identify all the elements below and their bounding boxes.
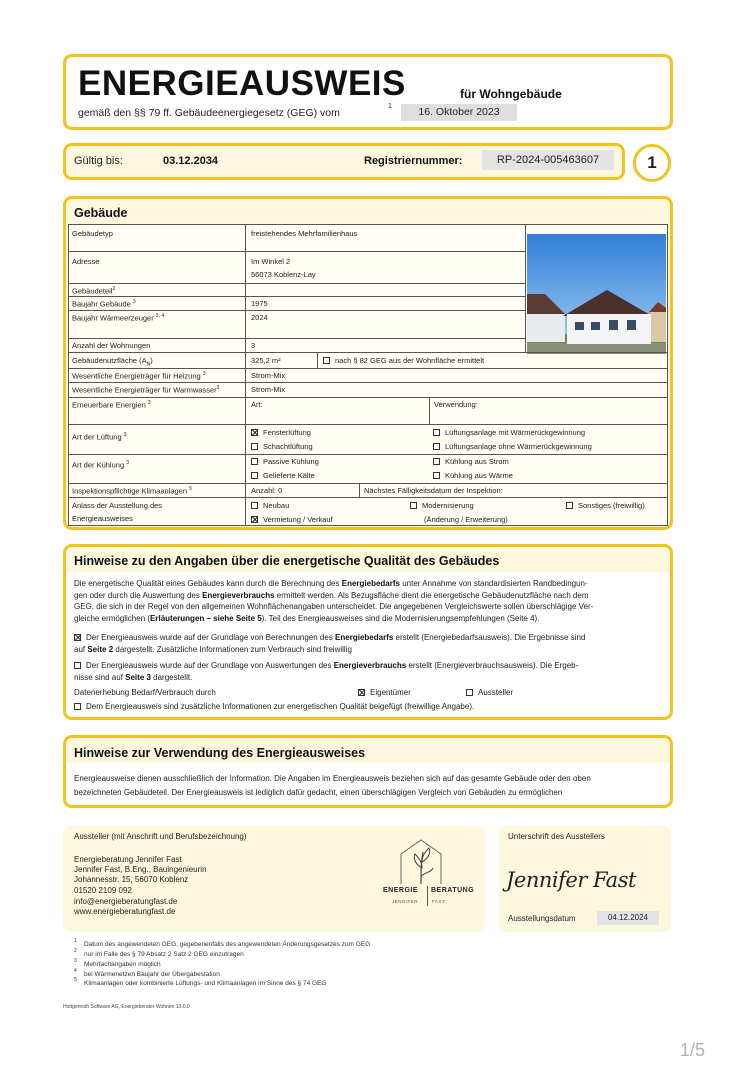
row-divider bbox=[68, 397, 668, 398]
signature-script: Jennifer Fast bbox=[506, 868, 636, 892]
data-source-owner: Eigentümer bbox=[358, 687, 411, 699]
renewables-use: Verwendung: bbox=[434, 400, 478, 409]
row-divider bbox=[68, 352, 668, 353]
inspection-next-date: Nächstes Fälligkeitsdatum der Inspektion: bbox=[364, 486, 503, 495]
building-type-value: freistehendes Mehrfamilienhaus bbox=[251, 229, 358, 238]
address-city: 56073 Koblenz-Lay bbox=[251, 270, 316, 279]
row-divider bbox=[68, 454, 668, 455]
law-reference: gemäß den §§ 79 ff. Gebäudeenergiegesetz (GEG) vom bbox=[78, 107, 340, 119]
building-part-label: Gebäudeteil$^2$ bbox=[72, 286, 116, 296]
building-type-label: Gebäudetyp bbox=[72, 229, 113, 238]
page-number-badge: 1 bbox=[633, 144, 671, 182]
logo-word-energie: ENERGIE bbox=[383, 887, 419, 894]
apartments-label: Anzahl der Wohnungen bbox=[72, 341, 151, 350]
issuer-street: Johannesstr. 15, 56070 Koblenz bbox=[74, 875, 189, 884]
cooling-label: Art der Kühlung $^3$ bbox=[72, 460, 129, 470]
demand-checkbox[interactable] bbox=[74, 634, 81, 641]
floor-area-label: Gebäudenutzfläche $(A_N)$ bbox=[72, 356, 153, 368]
passive-cooling-checkbox[interactable] bbox=[251, 458, 258, 465]
signature-label: Unterschrift des Ausstellers bbox=[508, 832, 605, 841]
reason-label-1: Anlass der Ausstellung des bbox=[72, 501, 163, 510]
water-carrier-label: Wesentliche Energieträger für Warmwasser$^3$ bbox=[72, 385, 220, 395]
consumption-option: Der Energieausweis wurde auf der Grundlage von Auswertungen des Energieverbrauchs erstellt (Energieverbrauchsausweis). Die Ergeb- nisse sind auf Seite 3 dargestellt. bbox=[74, 661, 579, 682]
issuer-checkbox[interactable] bbox=[466, 689, 473, 696]
inspection-count: Anzahl: 0 bbox=[251, 486, 283, 495]
delivered-cooling-checkbox[interactable] bbox=[251, 472, 258, 479]
address-label: Adresse bbox=[72, 257, 100, 266]
hr-vent-checkbox[interactable] bbox=[433, 429, 440, 436]
row-divider bbox=[68, 338, 525, 339]
rent-sale-checkbox[interactable] bbox=[251, 516, 258, 523]
row-divider bbox=[68, 483, 668, 484]
issue-date-label: Ausstellungsdatum bbox=[508, 914, 576, 923]
window-vent-checkbox[interactable] bbox=[251, 429, 258, 436]
construction-year-label: Baujahr Gebäude $^3$ bbox=[72, 299, 136, 309]
row-divider bbox=[68, 296, 525, 297]
row-divider bbox=[68, 497, 668, 498]
issuer-website: www.energieberatungfast.de bbox=[74, 907, 176, 916]
consumption-checkbox[interactable] bbox=[74, 662, 81, 669]
construction-year-value: 1975 bbox=[251, 299, 268, 308]
quality-title: Hinweise zu den Angaben über die energetische Qualität des Gebäudes bbox=[74, 554, 500, 568]
col-divider bbox=[359, 483, 360, 497]
issuer-company: Energieberatung Jennifer Fast bbox=[74, 855, 182, 864]
shaft-vent-checkbox[interactable] bbox=[251, 443, 258, 450]
footnote-number: 5 bbox=[74, 977, 77, 983]
ventilation-label: Art der Lüftung $^3$ bbox=[72, 432, 127, 442]
additional-info-checkbox[interactable] bbox=[74, 703, 81, 710]
footnote-number: 2 bbox=[74, 948, 77, 954]
issuer-label: Aussteller (mit Anschrift und Berufsbezeichnung) bbox=[74, 832, 247, 841]
cooling-option-heat: Kühlung aus Wärme bbox=[433, 471, 513, 480]
renewables-label: Erneuerbare Energien $^3$ bbox=[72, 400, 151, 410]
data-source-label: Datenerhebung Bedarf/Verbrauch durch bbox=[74, 688, 216, 697]
issuer-name: Jennifer Fast, B.Eng., Bauingenieurin bbox=[74, 865, 207, 874]
col-divider bbox=[245, 224, 246, 526]
registration-number: RP-2024-005463607 bbox=[482, 150, 614, 170]
software-credit: Hottgenroth Software AG, Energieberater Wohnen 13.0.0 bbox=[63, 1004, 190, 1010]
inspection-label: Inspektionspflichtige Klimaanlagen $^5$ bbox=[72, 486, 192, 496]
page-title: ENERGIEAUSWEIS bbox=[78, 64, 406, 103]
water-carrier-value: Strom-Mix bbox=[251, 385, 286, 394]
reason-option-rent: Vermietung / Verkauf bbox=[251, 515, 333, 524]
building-photo bbox=[527, 234, 666, 354]
valid-until-label: Gültig bis: bbox=[74, 155, 123, 167]
heating-carrier-label: Wesentliche Energieträger für Heizung $^3$ bbox=[72, 371, 206, 381]
row-divider bbox=[68, 283, 525, 284]
demand-option: Der Energieausweis wurde auf der Grundlage von Berechnungen des Energiebedarfs erstellt (Energiebedarfsausweis). Die Ergebnisse sind auf Seite 2 dargestellt. Zusätzliche Informationen zum Verbrauch sind freiwillig bbox=[74, 633, 586, 654]
ventilation-option-window: Fensterlüftung bbox=[251, 428, 311, 437]
reason-option-modern: Modernisierung bbox=[410, 501, 474, 510]
usage-title: Hinweise zur Verwendung des Energieausweises bbox=[74, 746, 366, 760]
heater-year-label: Baujahr Wärmeerzeuger $^{3, 4}$ bbox=[72, 313, 165, 323]
owner-checkbox[interactable] bbox=[358, 689, 365, 696]
apartments-value: 3 bbox=[251, 341, 256, 350]
additional-info-option: Dem Energieausweis sind zusätzliche Informationen zur energetischen Qualität beigefügt (freiwillige Angabe). bbox=[74, 701, 474, 713]
col-divider bbox=[317, 352, 318, 368]
col-divider bbox=[525, 224, 526, 352]
issuer-phone: 01520 2109 092 bbox=[74, 886, 132, 895]
cooling-option-electric: Kühlung aus Strom bbox=[433, 457, 509, 466]
floor-area-value: 325,2 m² bbox=[251, 356, 281, 365]
footnote-text: Mehrfachangaben möglich bbox=[84, 961, 161, 968]
footnote-number: 3 bbox=[74, 958, 77, 964]
nohr-vent-checkbox[interactable] bbox=[433, 443, 440, 450]
law-footnote-mark: 1 bbox=[388, 103, 392, 110]
ventilation-option-hr: Lüftungsanlage mit Wärmerückgewinnung bbox=[433, 428, 585, 437]
row-divider bbox=[68, 382, 668, 383]
company-logo bbox=[375, 832, 475, 927]
footnote-number: 4 bbox=[74, 968, 77, 974]
ventilation-option-shaft: Schachtlüftung bbox=[251, 442, 313, 451]
house-leaf-icon bbox=[375, 832, 475, 927]
other-checkbox[interactable] bbox=[566, 502, 573, 509]
ventilation-option-nohr: Lüftungsanlage ohne Wärmerückgewinnung bbox=[433, 442, 592, 451]
row-divider bbox=[68, 251, 525, 252]
logo-sub-fast: FAST bbox=[432, 899, 446, 904]
issuer-email: info@energieberatungfast.de bbox=[74, 897, 178, 906]
modernisation-checkbox[interactable] bbox=[410, 502, 417, 509]
cooling-option-passive: Passive Kühlung bbox=[251, 457, 319, 466]
valid-until-value: 03.12.2034 bbox=[163, 155, 219, 167]
usage-line-1: Energieausweise dienen ausschließlich der Information. Die Angaben im Energieausweis beziehen sich auf das gesamte Gebäude oder den oben bbox=[74, 774, 591, 783]
new-building-checkbox[interactable] bbox=[251, 502, 258, 509]
row-divider bbox=[68, 310, 525, 311]
heater-year-value: 2024 bbox=[251, 313, 268, 322]
row-divider bbox=[68, 368, 668, 369]
renewables-type: Art: bbox=[251, 400, 263, 409]
row-divider bbox=[68, 424, 668, 425]
logo-separator bbox=[427, 886, 428, 906]
address-street: Im Winkel 2 bbox=[251, 257, 291, 266]
building-section-title: Gebäude bbox=[74, 206, 128, 220]
col-divider bbox=[429, 397, 430, 424]
viewer-page-indicator: 1/5 bbox=[680, 1040, 706, 1060]
reason-option-new: Neubau bbox=[251, 501, 289, 510]
logo-sub-jennifer: JENNIFER bbox=[392, 899, 419, 904]
reason-label-2: Energieausweises bbox=[72, 514, 133, 523]
electric-cooling-checkbox[interactable] bbox=[433, 458, 440, 465]
floor-area-option: nach § 82 GEG aus der Wohnfläche ermittelt bbox=[323, 356, 484, 365]
cooling-option-delivered: Gelieferte Kälte bbox=[251, 471, 315, 480]
page-subtitle: für Wohngebäude bbox=[460, 87, 562, 101]
area-checkbox[interactable] bbox=[323, 357, 330, 364]
usage-line-2: bezeichneten Gebäudeteil. Der Energieausweis ist lediglich dafür gedacht, einen überschlägigen Vergleich von Gebäuden zu ermöglichen bbox=[74, 788, 563, 797]
footnote-text: Datum des angewendeten GEG, gegebenenfalls des angewendeten Änderungsgesetzes zum GEG bbox=[84, 941, 371, 948]
footnote-text: Klimaanlagen oder kombinierte Lüftungs- und Klimaanlagen im Sinne des § 74 GEG bbox=[84, 980, 327, 987]
reason-option-modern-note: (Änderung / Erweiterung) bbox=[424, 515, 508, 524]
reason-option-other: Sonstiges (freiwillig) bbox=[566, 501, 645, 510]
heating-carrier-value: Strom-Mix bbox=[251, 371, 286, 380]
data-source-issuer: Aussteller bbox=[466, 687, 513, 699]
heat-cooling-checkbox[interactable] bbox=[433, 472, 440, 479]
quality-paragraph: Die energetische Qualität eines Gebäudes kann durch die Berechnung des Energiebedarfs unter Annahme von standardisierten Randbedingun- gen oder durch die Auswertung des Energieverbrauchs ermittelt werden. Als Bezugsfläche dient die energetische Gebäudenutzfläche nach dem GEG, die sich in der Regel von den allgemeinen Wohnflächenangaben unterscheidet. Die angegebenen Vergleichswerte sollen überschlägige Ver- gleiche ermöglichen (Erläuterungen – siehe Seite 5). Teil des Energieausweises sind die Modernisierungsempfehlungen (Seite 4). bbox=[74, 579, 594, 623]
footnote-text: nur im Falle des § 79 Absatz 2 Satz 2 GEG einzutragen bbox=[84, 951, 244, 958]
logo-word-beratung: BERATUNG bbox=[431, 887, 475, 894]
footnote-number: 1 bbox=[74, 938, 77, 944]
law-date: 16. Oktober 2023 bbox=[401, 104, 517, 121]
registration-label: Registriernummer: bbox=[364, 155, 463, 167]
house-photo-image bbox=[527, 234, 666, 354]
footnote-text: bei Wärmenetzen Baujahr der Übergabestation bbox=[84, 971, 220, 978]
issue-date-value: 04.12.2024 bbox=[597, 911, 659, 925]
